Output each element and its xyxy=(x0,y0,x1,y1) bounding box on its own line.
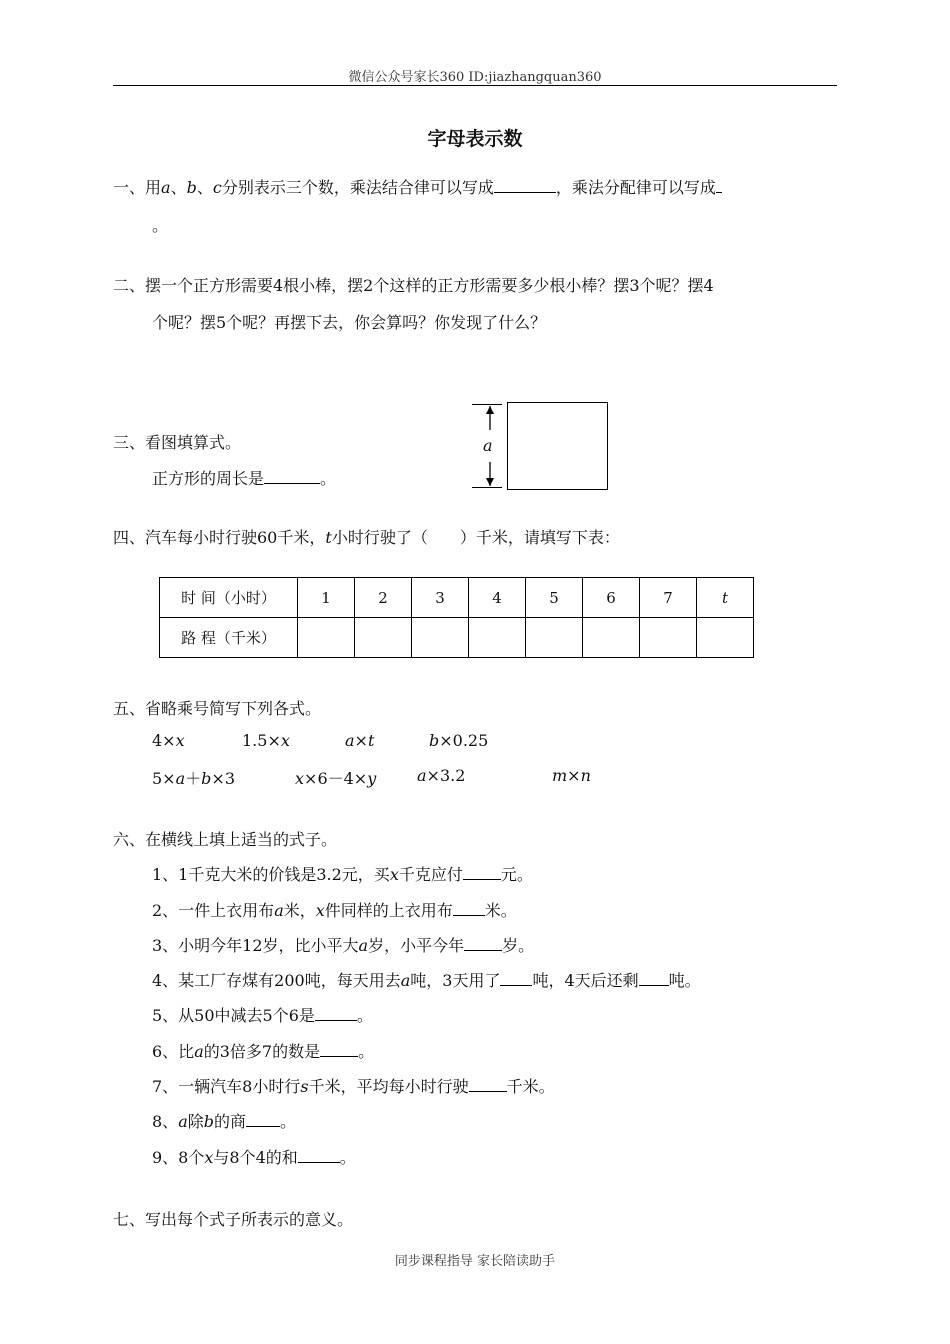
q1-var-a: a xyxy=(161,178,171,197)
expr-part: ×0.25 xyxy=(439,731,489,750)
item-text: 千米，平均每小时行驶 xyxy=(308,1077,469,1096)
question-5-title: 五、省略乘号简写下列各式。 xyxy=(113,699,322,718)
table-cell: 5 xyxy=(526,578,583,618)
q1-prefix: 一、用 xyxy=(113,178,162,197)
answer-cell[interactable] xyxy=(355,618,412,658)
item-var: a xyxy=(178,1112,188,1131)
time-distance-table xyxy=(159,577,754,658)
item-text: 。 xyxy=(356,1006,373,1025)
q1-var-b: b xyxy=(186,178,197,197)
item-text: 吨，3天用了 xyxy=(410,971,501,990)
expression xyxy=(429,731,488,750)
answer-blank[interactable] xyxy=(639,970,669,986)
item-text: 8、 xyxy=(152,1112,179,1131)
dimension-label xyxy=(483,436,493,455)
answer-blank[interactable] xyxy=(463,864,501,880)
item-text: 5、从50中减去5个6是 xyxy=(152,1006,315,1025)
expr-var: b xyxy=(201,769,212,788)
expr-var: x xyxy=(175,731,185,750)
table-cell: 2 xyxy=(355,578,412,618)
question-7-title: 七、写出每个式子所表示的意义。 xyxy=(113,1210,354,1229)
q4-var-t: t xyxy=(325,528,332,547)
q1-sep: 、 xyxy=(196,178,213,197)
answer-blank[interactable] xyxy=(298,1147,340,1163)
expr-part: 4× xyxy=(152,731,176,750)
answer-cell[interactable] xyxy=(526,618,583,658)
list-item xyxy=(152,933,534,956)
list-item xyxy=(152,862,533,885)
q3-text: 正方形的周长是 xyxy=(152,469,265,488)
item-text: 。 xyxy=(358,1042,375,1061)
item-text: 2、一件上衣用布 xyxy=(152,901,275,920)
table-cell: 6 xyxy=(583,578,640,618)
item-text: 米。 xyxy=(484,901,517,920)
side-label-a: a xyxy=(483,436,493,455)
expression xyxy=(242,731,290,750)
expression xyxy=(417,766,465,785)
expr-var: a xyxy=(175,769,186,788)
answer-blank[interactable] xyxy=(453,900,485,916)
item-text: 除 xyxy=(187,1112,204,1131)
list-item xyxy=(152,1109,296,1132)
item-text: 米， xyxy=(283,901,316,920)
expr-part: 1.5× xyxy=(242,731,281,750)
list-item xyxy=(152,1039,374,1062)
list-item xyxy=(152,968,701,991)
item-var: s xyxy=(300,1077,309,1096)
item-text: 3、小明今年12岁，比小平大 xyxy=(152,936,359,955)
item-var: x xyxy=(204,1148,214,1167)
answer-cell[interactable] xyxy=(298,618,355,658)
list-item xyxy=(152,898,517,921)
expr-part: ＋ xyxy=(185,769,202,788)
table-row xyxy=(160,618,754,658)
page-header: 微信公众号家长360 ID:jiazhangquan360 xyxy=(348,70,602,85)
item-text: 元。 xyxy=(500,865,533,884)
answer-blank[interactable] xyxy=(500,970,532,986)
answer-blank[interactable] xyxy=(320,1041,358,1057)
answer-cell[interactable] xyxy=(583,618,640,658)
answer-blank[interactable] xyxy=(716,177,722,193)
q1-var-c: c xyxy=(212,178,222,197)
item-var: x xyxy=(389,865,399,884)
expression xyxy=(152,731,185,750)
item-text: 1、1千克大米的价钱是3.2元，买 xyxy=(152,865,390,884)
page-footer: 同步课程指导 家长陪读助手 xyxy=(394,1254,556,1269)
item-var: a xyxy=(358,936,369,955)
table-cell: 7 xyxy=(640,578,697,618)
q4-text2: 小时行驶了（ ）千米，请填写下表： xyxy=(331,528,620,547)
question-1 xyxy=(113,175,722,198)
q3-end: 。 xyxy=(320,469,337,488)
item-text: 吨。 xyxy=(668,971,701,990)
item-text: 7、一辆汽车8小时行 xyxy=(152,1077,301,1096)
question-2-line2: 个呢？摆5个呢？再摆下去，你会算吗？你发现了什么？ xyxy=(152,313,547,332)
item-var: b xyxy=(203,1112,214,1131)
expr-var: m xyxy=(552,766,568,785)
question-2-line1: 二、摆一个正方形需要4根小棒，摆2个这样的正方形需要多少根小棒？摆3个呢？摆4 xyxy=(113,276,714,295)
table-row xyxy=(160,578,754,618)
table-cell: 4 xyxy=(469,578,526,618)
question-4 xyxy=(113,525,620,548)
item-text: 。 xyxy=(339,1148,356,1167)
item-text: 岁，小平今年 xyxy=(368,936,465,955)
expr-var: t xyxy=(367,731,375,750)
answer-blank[interactable] xyxy=(246,1111,280,1127)
answer-blank[interactable] xyxy=(315,1005,357,1021)
table-cell: t xyxy=(697,578,754,618)
question-3-title: 三、看图填算式。 xyxy=(113,433,242,452)
expr-part: 5× xyxy=(152,769,176,788)
list-item xyxy=(152,1003,373,1026)
answer-cell[interactable] xyxy=(697,618,754,658)
expression xyxy=(552,766,591,785)
expr-var: x xyxy=(295,769,305,788)
answer-cell[interactable] xyxy=(412,618,469,658)
item-var: a xyxy=(400,971,411,990)
q1-text: 分别表示三个数，乘法结合律可以写成 xyxy=(221,178,494,197)
q1-text2: ，乘法分配律可以写成 xyxy=(555,178,716,197)
item-text: 6、比 xyxy=(152,1042,195,1061)
item-text: 9、8个 xyxy=(152,1148,205,1167)
item-text: 的3倍多7的数是 xyxy=(203,1042,321,1061)
table-cell: 1 xyxy=(298,578,355,618)
answer-blank[interactable] xyxy=(464,935,502,951)
item-var: a xyxy=(194,1042,204,1061)
item-text: 。 xyxy=(280,1112,297,1131)
expr-part: × xyxy=(354,731,368,750)
expr-var: a xyxy=(345,731,355,750)
q1-sep: 、 xyxy=(170,178,187,197)
expr-part: × xyxy=(567,766,581,785)
answer-blank[interactable] xyxy=(469,1076,507,1092)
item-text: 千米。 xyxy=(506,1077,555,1096)
question-3-line2 xyxy=(152,466,336,489)
expression xyxy=(345,731,374,750)
expr-var: n xyxy=(580,766,591,785)
q1-end: 。 xyxy=(152,216,169,235)
answer-cell[interactable] xyxy=(469,618,526,658)
expr-part: ×3 xyxy=(211,769,235,788)
header-rule xyxy=(113,85,837,86)
item-text: 千克应付 xyxy=(398,865,463,884)
item-text: 4、某工厂存煤有200吨，每天用去 xyxy=(152,971,401,990)
item-text: 件同样的上衣用布 xyxy=(324,901,453,920)
answer-blank[interactable] xyxy=(264,468,320,484)
expr-var: b xyxy=(429,731,440,750)
row-header-distance: 路 程（千米） xyxy=(160,618,298,658)
list-item xyxy=(152,1074,555,1097)
item-text: 岁。 xyxy=(502,936,535,955)
list-item xyxy=(152,1145,356,1168)
item-text: 的商 xyxy=(214,1112,247,1131)
expr-part: ×6－4× xyxy=(304,769,368,788)
square-figure xyxy=(507,402,608,490)
item-var: a xyxy=(274,901,284,920)
expr-part: ×3.2 xyxy=(426,766,466,785)
table-cell: 3 xyxy=(412,578,469,618)
item-var: x xyxy=(315,901,325,920)
q4-text: 四、汽车每小时行驶60千米， xyxy=(113,528,326,547)
question-6-title: 六、在横线上填上适当的式子。 xyxy=(113,830,338,849)
expr-var: x xyxy=(280,731,290,750)
expr-var: y xyxy=(367,769,377,788)
row-header-time: 时 间（小时） xyxy=(160,578,298,618)
page-title: 字母表示数 xyxy=(427,128,523,150)
expression xyxy=(295,766,376,789)
answer-cell[interactable] xyxy=(640,618,697,658)
item-text: 与8个4的和 xyxy=(213,1148,298,1167)
expr-var: a xyxy=(417,766,427,785)
expression xyxy=(152,766,235,789)
answer-blank[interactable] xyxy=(494,177,556,193)
item-text: 吨，4天后还剩 xyxy=(532,971,639,990)
